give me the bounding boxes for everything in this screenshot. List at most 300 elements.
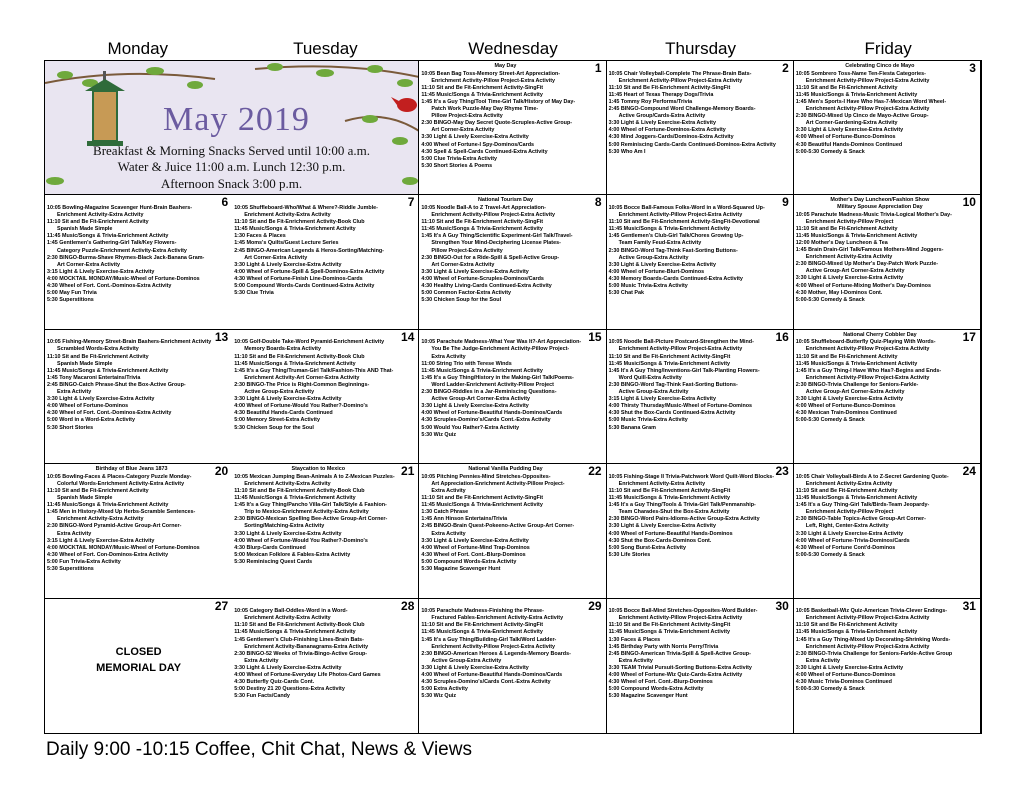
activity-entry: Enrichment Activity-Pillow Project-Extra Activity [805,615,930,622]
month-title: May 2019 [163,101,310,138]
activity-entry: 11:10 Sit and Be Fit-Enrichment Activity-SingFit [608,487,731,494]
activity-list [609,205,791,297]
activity-entry: 11:45 Music/Songs & Trivia-Enrichment Activity [608,495,731,502]
activity-entry: 4:00 Wheel of Fortune-Blurt-Dominos [608,268,705,275]
day-number: 10 [962,195,976,210]
weekday-wednesday: Wednesday [468,39,558,58]
activity-entry: 2:30 BINGO-Table Topics-Active Group-Art Corner- [795,516,926,523]
activity-entry: Enrichment Activity-Pillow Project [805,509,894,516]
activity-entry: 5:00-5:30 Comedy & Snack [795,296,865,303]
activity-list [796,608,978,693]
activity-entry: 10:05 Chair Volleyball-Complete The Phrase-Brain Bats- [608,70,752,77]
activity-list [47,339,230,431]
activity-entry: 11:45 Music/Songs & Trivia-Enrichment Activity [234,495,356,502]
day-number: 3 [969,61,976,75]
activity-entry: 2:30 BINGO-May Day Secret Quote-Scruples-Active Group- [421,120,573,127]
activity-entry: 2:30 BINGO-American Heroes & Legends-Memory Boards- [421,650,571,657]
day-cell-6 [45,195,232,329]
activity-entry: 10:05 Noodle Ball-Picture Postcard-Strengthen the Mind- [608,339,754,346]
activity-list [234,339,416,431]
activity-entry: 3:30 Light & Lively Exercise-Extra Activity [421,664,529,671]
activity-entry: 1:45 Moms's Quilts/Guest Lecture Series [234,240,339,247]
activity-entry: You Be The Judge-Enrichment Activity-Pillow Project- [431,346,570,353]
activity-entry: 4:30 Spell & Spell-Cards Continued-Extra Activity [421,148,548,155]
activity-entry: Enrichment Activity-Pillow Project-Extra Activity [805,346,930,353]
activity-entry: 5:30 Magazine Scavenger Hunt [608,693,688,700]
activity-entry: 4:00 Wheel of Fortune-Would You Rather?-Domino's [234,537,368,544]
activity-entry: 5:30 Who Am I [608,148,646,155]
activity-entry: 10:05 Parachute Madness-What Year Was It?-Art Appreciation- [421,339,582,346]
activity-entry: 3:30 Light & Lively Exercise-Extra Activity [608,261,716,268]
activity-entry: Art Corner-Extra Activity [431,261,495,268]
activity-entry: 11:45 Music/Songs & Trivia-Enrichment Activity [234,226,356,233]
day-number: 31 [962,598,976,613]
activity-entry: Extra Activity [244,657,279,664]
activity-entry: 4:00 Wheel of Fortune-Mind Trap-Dominos [421,544,530,551]
day-number: 2 [782,61,789,75]
activity-entry: 4:30 Wheel of Fort. Cont.-Dominos-Extra Activity [47,283,172,290]
day-number: 28 [401,598,415,613]
activity-entry: Extra Activity [57,530,92,537]
activity-entry: 4:00 Wheel of Fortune-Beautiful Hands-Dominos/Cards [421,672,563,679]
activity-entry: 3:30 Light & Lively Exercise-Extra Activity [795,396,904,403]
day-theme: National Tourism Day [477,197,533,204]
activity-entry: Enrichment Activity-Pillow Project-Extra Activity [431,643,556,650]
activity-entry: 3:30 Light & Lively Exercise-Extra Activity [795,664,904,671]
activity-entry: Colorful Words-Enrichment Activity-Extra Activity [57,480,185,487]
day-number: 1 [594,61,602,75]
activity-entry: 5:30 Wiz Quiz [421,431,457,438]
day-cell-24 [794,464,981,598]
activity-entry: 11:45 Music/Songs & Trivia-Enrichment Activity [47,367,169,374]
activity-entry: 5:30 Clue Trivia [234,290,274,297]
activity-entry: Enrichment Activity-Art Corner-Extra Activity [244,374,360,381]
activity-entry: 5:30 Banana Gram [608,424,656,431]
activity-entry: Enrichment Activity-Extra Activity [244,212,331,219]
activity-list [47,474,230,573]
activity-entry: 3:30 Light & Lively Exercise-Extra Activity [608,120,716,127]
day-number: 21 [401,464,415,479]
activity-entry: Team Family Feud-Extra Activity [618,240,702,247]
activity-entry: 1:45 Tommy Roy Performs/Trivia [608,98,693,105]
activity-list [796,339,978,424]
activity-entry: 3:30 Light & Lively Exercise-Extra Activity [234,261,342,268]
activity-entry: 10:05 Pitching Pennies-Mind Stretches-Opposites- [421,473,551,480]
activity-entry: Active Group-Art Corner-Extra Activity [805,389,905,396]
activity-entry: 4:30 Wheel of Fort. Con-Dominos-Extra Activity [47,551,169,558]
day-cell-13 [45,330,232,464]
activity-entry: 3:30 Light & Lively Exercise-Extra Activity [795,530,904,537]
activity-entry: 5:00 May Fun Trivia [47,290,97,297]
closed-notice [45,644,232,676]
day-number: 30 [775,598,789,613]
activity-list [47,205,230,304]
day-cell-10 [794,195,981,329]
activity-entry: 4:30 Mother, May I-Dominos Cont. [795,289,883,296]
activity-entry: 3:30 Light & Lively Exercise-Extra Activity [795,275,904,282]
activity-entry: 10:05 Shuffleboard-Butterfly Quiz-Playing With Words- [795,339,936,346]
activity-entry: 4:00 Wheel of Fortune-Dominos [47,403,129,410]
activity-entry: 5:00-5:30 Comedy & Snack [795,686,865,693]
activity-entry: 5:00 Mexican Folklore & Fables-Extra Activity [234,551,351,558]
activity-entry: 11:10 Sit and Be Fit-Enrichment Activity-SingFit [421,495,544,502]
activity-entry: Pillow Project-Extra Activity [431,113,503,120]
activity-entry: 2:30 BINGO-Out for a Ride-Spill & Spell-Active Group- [421,254,560,261]
day-theme: Celebrating Cinco de Mayo [845,63,915,69]
day-cell-9 [607,195,794,329]
day-cell-14 [232,330,419,464]
activity-entry: Category Puzzle-Enrichment Activity-Extra Activity [57,247,187,254]
activity-entry: 1:30 Faces & Places [608,636,661,643]
closed-line: MEMORIAL DAY [96,661,182,674]
activity-entry: 1:45 It's a Guy Thing/Tools & Trivia-Girl Talk/Penmanship- [608,502,756,509]
activity-entry: 4:30 Butterfly Quiz-Cards Cont. [234,679,315,686]
activity-entry: 5:30 Wiz Quiz [421,693,457,700]
activity-list [234,608,416,700]
activity-entry: 4:00 Wheel of Fortune-Bunco-Dominos [795,672,896,679]
activity-entry: 2:30 BINGO-52 Weeks of Trivia-Bingo-Active Group- [234,650,368,657]
activity-entry: 5:00 Would You Rather?-Extra Activity [421,424,520,431]
activity-entry: 4:00 Wheel of Fortune-Trivia-Dominos/Cards [795,537,910,544]
activity-entry: 10:05 Fishing-Stage II Trivia-Patchwork Word Quilt-Word Blocks- [608,473,775,480]
activity-entry: 11:45 Music/Songs & Trivia-Enrichment Activity [421,91,543,98]
activity-entry: 4:00 Wheel of Fortune-I Spy-Dominos/Cards [421,141,535,148]
day-number: 14 [401,329,415,344]
activity-entry: 3:30 Light & Lively Exercise-Extra Activity [608,523,716,530]
activity-entry: Art Corner-Extra Activity [431,127,495,134]
activity-entry: 11:45 Music/Songs & Trivia-Enrichment Activity [608,360,731,367]
activity-entry: 4:30 Shut the Box-Cards Continued-Extra Activity [608,410,736,417]
activity-entry: 1:30 Faces & Places [234,233,286,240]
activity-list [234,474,416,566]
breakfast-hours: Breakfast & Morning Snacks Served until 10:00 a.m. [93,143,370,158]
activity-entry: 11:10 Sit and Be Fit-Enrichment Activity-SingFit [608,84,731,91]
activity-entry: 2:30 BINGO-Trivia Challenge for Seniors-Farkle- [795,381,919,388]
activity-entry: 1:45 It's a Guy Thing/Pancho Villa-Girl Talk/Style & Fashion- [234,502,387,509]
activity-entry: 11:10 Sit and Be Fit-Enrichment Activity-SingFit [421,219,544,226]
activity-entry: Active Group-Extra Activity [431,657,502,664]
activity-entry: Enrichment Activity-Extra Activity [244,615,331,622]
activity-entry: 10:05 Bean Bag Toss-Memory Street-Art Appreciation- [421,70,561,77]
activity-entry: 10:05 Fishing-Memory Street-Brain Bashers-Enrichment Activity [47,339,212,346]
activity-entry: 10:05 Basketball-Wiz Quiz-American Trivia-Clever Endings- [795,608,948,615]
activity-entry: 4:30 Wheel of Fortune-Finish Line-Dominos-Cards [234,275,363,282]
day-theme [796,466,978,473]
activity-entry: 1:45 It's a Guy Thing-Mixed Up Decorating-Shrinking Words- [795,636,951,643]
activity-entry: 11:45 Music/Songs & Trivia-Enrichment Activity [421,367,543,374]
day-theme [421,601,603,608]
activity-entry: 3:30 Light & Lively Exercise-Extra Activity [421,134,529,141]
day-cell-3 [794,61,981,195]
day-cell-15 [419,330,606,464]
activity-entry: 3:30 Light & Lively Exercise-Extra Activity [421,268,529,275]
activity-entry: 2:30 BINGO-The Price is Right-Common Beginnings- [234,381,370,388]
day-cell-23 [607,464,794,598]
activity-entry: 2:45 BINGO-Brain Quest-Pokeeno-Active Group-Art Corner- [421,523,575,530]
activity-entry: 10:05 Chair Volleyball-Birds A to Z-Secret Gardening Quote- [795,473,949,480]
activity-entry: Active Group-Extra Activity [244,389,315,396]
day-number: 13 [214,329,229,344]
activity-entry: 4:00 Wheel of Fortune-Bunco-Dominos [795,134,896,141]
activity-entry: 11:10 Sit and Be Fit-Enrichment Activity [795,487,898,494]
activity-entry: Extra Activity [431,353,466,360]
activity-entry: 4:30 Shut the Box-Cards-Dominos Cont. [608,537,712,544]
month-banner [45,61,419,195]
activity-entry: 5:30 Superstitions [47,566,94,572]
activity-entry: 5:00 Music Trivia-Extra Activity [608,417,688,424]
day-theme [609,332,791,339]
activity-entry: Word Quill-Extra Activity [618,374,682,381]
activity-entry: 1:45 It's A Guy Thing/Inventions-Girl Talk-Planting Flowers- [608,367,760,374]
activity-entry: 4:00 Wheel of Fortune-Beautiful Hands-Dominos/Cards [421,410,563,417]
day-theme [421,332,603,339]
activity-entry: Enrichment Activity-Extra Activity [805,480,893,487]
day-theme [609,63,791,70]
activity-entry: 5:30 Short Stories [47,424,94,431]
activity-entry: 3:30 Light & Lively Exercise-Extra Activity [421,537,529,544]
activity-entry: 4:00 Wheel of Fortune-Scruples-Dominos/Cards [421,275,544,282]
activity-entry: 4:30 Mind Joggers-Cards/Dominos-Extra Activity [608,134,734,141]
activity-entry: Enrichment Activity-Pillow Project-Extra Activity [618,212,743,219]
activity-entry: 5:30 Superstitions [47,297,94,304]
activity-entry: 1:45 It's A Guy Thing/Scientific Experiment-Girl Talk/Travel- [421,233,573,240]
activity-entry: Enrichment Activity-Extra Activity [805,254,893,261]
weekday-monday: Monday [107,39,169,58]
activity-entry: 3:30 Light & Lively Exercise-Extra Activity [234,530,342,537]
activity-entry: 11:10 Sit and Be Fit-Enrichment Activity-SingFit-Devotional [608,219,760,226]
activity-entry: 4:30 Wheel of Fort. Cont.-Blurp-Dominos [421,551,526,558]
day-theme [796,601,978,608]
day-theme: May Day [494,63,517,69]
activity-list [421,205,603,304]
day-number: 27 [214,598,229,613]
activity-entry: 3:30 Light & Lively Exercise-Extra Activity [795,127,904,134]
activity-entry: Enrichment Activity-Pillow Project-Extra Activity [805,106,930,113]
activity-entry: 1:45 Gentlemen's Gathering-Girl Talk/Key Flowers- [47,240,177,247]
activity-entry: 11:45 Music/Songs & Trivia-Enrichment Activity [47,502,169,509]
day-theme [609,197,791,204]
activity-entry: 2:45 BINGO-American Legends & Heros-Sorting/Matching- [234,247,384,254]
activity-entry: 11:45 Music/Songs & Trivia-Enrichment Activity [608,629,731,636]
day-cell-1 [419,61,606,195]
activity-list [609,339,791,431]
activity-entry: Team Charades-Shut the Box-Extra Activity [618,509,730,516]
activity-entry: 5:00 Clue Trivia-Extra Activity [421,155,497,162]
day-cell-8 [419,195,606,329]
activity-entry: 4:00 Thirsty Thursday/Music-Wheel of Fortune-Dominos [608,403,753,410]
activity-entry: 3:30 TEAM Trivial Pursuit-Sorting Buttons-Extra Activity [608,664,752,671]
lunch-hours: Water & Juice 11:00 a.m. Lunch 12:30 p.m. [117,159,346,174]
activity-entry: 4:30 Wheel of Fort. Cont.-Blurp-Dominos [608,679,713,686]
day-theme [234,601,416,608]
activity-entry: Active Group-Extra Activity [618,254,689,261]
activity-entry: 4:00 Wheel of Fortune-Bunco-Dominos [795,403,896,410]
activity-entry: 4:00 MOCKTAIL MONDAY/Music-Wheel of Fortune-Dominos [47,275,200,282]
activity-entry: 11:10 Sit and Be Fit-Enrichment Activity [795,225,898,232]
day-theme: National Vanilla Pudding Day [468,466,543,473]
day-theme [609,601,791,608]
activity-entry: 10:05 Shuffleboard-Who/What & Where?-Riddle Jumble- [234,204,378,211]
activity-entry: 11:00 String Trio with Terese Winds [421,360,512,367]
activity-entry: 1:45 Gentlemen's Club-Finishing Lines-Brain Bats- [234,636,364,643]
activity-entry: 1:45 Brain Drain-Girl Talk/Famous Mothers-Mind Joggers- [795,247,944,254]
activity-entry: 11:45 Music/Songs & Trivia-Enrichment Activity [421,629,543,636]
activity-entry: Active Group-Art Corner-Extra Activity [431,396,531,403]
activity-entry: 11:45 Music/Songs & Trivia-Enrichment Activity [421,226,543,233]
activity-entry: 5:30 Fun Facts/Candy [234,693,290,700]
activity-entry: 1:45 Men in History-Mixed Up Herbs-Scramble Sentences- [47,509,196,516]
activity-entry: Left, Right, Center-Extra Activity [805,523,889,530]
activity-entry: 5:00 Compound Words-Extra Activity [421,558,517,565]
snack-hours: Afternoon Snack 3:00 p.m. [160,176,303,191]
day-theme [234,332,416,339]
activity-entry: 2:30 BINGO-Riddles in a Jar-Reminiscing Questions- [421,389,557,396]
day-number: 6 [221,195,229,210]
activity-entry: Strengthen Your Mind-Deciphering License Plates- [431,240,561,247]
weekday-friday: Friday [864,39,912,58]
day-number: 20 [214,464,229,479]
day-cell-17 [794,330,981,464]
day-theme: National Cherry Cobbler Day [843,331,917,338]
activity-entry: 10:05 Golf-Double Take-Word Pyramid-Enrichment Activity [234,339,385,346]
day-number: 29 [588,598,602,613]
activity-entry: 5:00 Destiny 21 20 Questions-Extra Activity [234,686,345,693]
activity-entry: 2:30 BINGO-Mexican Spelling Bee-Active Group-Art Corner- [234,516,388,523]
activity-entry: 11:45 Heart of Texas Therapy Dogs/Trivia [608,91,714,98]
activity-entry: 4:00 MOCKTAIL MONDAY/Music-Wheel of Fortune-Dominos [47,544,200,551]
activity-entry: 5:00 Reminiscing Cards-Cards Continued-Dominos-Extra Activity [608,141,776,148]
activity-entry: 10:05 Category Ball-Oddles-Word in a Word- [234,608,348,615]
activity-entry: Word Ladder-Enrichment Activity-Pillow Project [431,381,554,388]
activity-entry: 11:10 Sit and Be Fit-Enrichment Activity [795,84,898,91]
day-theme: Staycation to Mexico [291,466,346,473]
activity-entry: 5:00-5:30 Comedy & Snack [795,417,865,424]
activity-entry: 5:30 Reminiscing Quest Cards [234,558,313,565]
activity-entry: 11:45 Music/Songs & Trivia-Enrichment Activity [795,232,918,239]
activity-entry: 3:15 Light & Lively Exercise-Extra Activity [608,396,716,403]
activity-entry: 3:15 Light & Lively Exercise-Extra Activity [47,537,155,544]
activity-entry: Art Appreciation-Enrichment Activity-Pillow Project- [431,480,565,487]
activity-entry: Spanish Made Simple [57,226,113,233]
activity-list [796,71,978,156]
activity-entry: 5:00-5:30 Comedy & Snack [795,551,865,558]
activity-entry: 4:30 Memory Boards-Cards Continued-Extra Activity [608,275,743,282]
activity-entry: 4:00 Wheel of Fortune-Beautiful Hands-Dominos [608,530,733,537]
activity-entry: Enrichment Activity-Pillow Project-Extra Activity [805,374,930,381]
activity-entry: 4:30 Scruples-Domino's/Cards Cont.-Extra Activity [421,417,551,424]
activity-entry: 5:00 Music Trivia-Extra Activity [608,283,688,290]
activity-entry: 2:30 BINGO-Mixed Up Mother's Day-Patch Work Puzzle- [795,261,939,268]
activity-entry: Enrichment Activity-Pillow Project-Extra Activity [618,77,743,84]
activity-entry: 4:30 Wheel of Fortune Cont'd-Dominos [795,544,896,551]
activity-entry: 10:05 Mexican Jumping Bean-Animals A to Z-Mexican Puzzles- [234,473,395,480]
day-number: 16 [775,329,789,344]
activity-entry: 4:30 Mexican Train-Dominos Continued [795,410,897,417]
activity-entry: 5:00 Compound Words-Extra Activity [608,686,704,693]
activity-entry: 3:30 Light & Lively Exercise-Extra Activity [421,403,529,410]
activity-entry: 5:00 Compound Words-Cards Continued-Extra Activity [234,283,375,290]
activity-entry: 1:45 Men's Sports-I Have Who Has-7-Mexican Word Wheel- [795,98,947,105]
day-cell-16 [607,330,794,464]
activity-entry: 4:00 Wheel of Fortune-Would You Rather?-Domino's [234,403,368,410]
activity-entry: 1:45 It's a Guy Thing/Building-Girl Talk/Word Ladder- [421,636,557,643]
activity-entry: 1:30 Catch Phrase [421,509,469,516]
activity-entry: Trip to Mexico-Enrichment Activity-Extra Activity [244,509,369,516]
day-number: 17 [962,329,976,344]
day-theme: Mother's Day Luncheon/Fashion Show [830,197,930,204]
day-number: 9 [782,195,789,210]
day-theme [47,197,230,204]
activity-entry: 4:30 Healthy Living-Cards Continued-Extra Activity [421,283,552,290]
activity-list [234,205,416,297]
activity-entry: 5:00 Song Burst-Extra Activity [608,544,686,551]
activity-entry: Extra Activity [431,530,466,537]
activity-entry: 11:10 Sit and Be Fit-Enrichment Activity [795,353,898,360]
day-cell-30 [607,599,794,733]
activity-list [421,608,603,700]
activity-list [796,474,978,559]
activity-entry: 1:45 Ann Hinson Entertains/Trivia [421,516,508,523]
weekday-tuesday: Tuesday [293,39,358,58]
activity-entry: 11:10 Sit and Be Fit-Enrichment Activity-SingFit [421,84,544,91]
activity-entry: 5:30 Life Stories [608,551,651,558]
activity-entry: 11:10 Sit and Be Fit-Enrichment Activity-SingFit [608,622,731,629]
activity-entry: 4:30 Scruples-Domino's/Cards Cont.-Extra Activity [421,679,551,686]
activity-list [609,608,791,700]
day-theme [234,197,416,204]
activity-entry: 11:10 Sit and Be Fit-Enrichment Activity-Book Club [234,487,365,494]
activity-entry: 1:45 Tony Macaroni Entertains/Trivia [47,374,141,381]
activity-entry: Extra Activity [57,389,92,396]
activity-entry: 10:05 Bocce Ball-Mind Stretches-Opposites-Word Builder- [608,608,758,615]
day-number: 24 [962,464,976,479]
day-theme-secondary: Military Spouse Appreciation Day [837,203,923,210]
activity-list [421,71,603,170]
closed-line: CLOSED [115,645,162,658]
activity-entry: 2:30 BINGO-Trivia Challenge for Seniors-Farkle-Active Group [795,650,953,657]
activity-entry: 11:10 Sit and Be Fit-Enrichment Activity-SingFit [608,353,731,360]
activity-entry: 2:30 BINGO-Word Pairs-Idioms-Active Group-Extra Activity [608,516,760,523]
activity-entry: 11:10 Sit and Be Fit-Enrichment Activity-Book Club [234,353,365,360]
day-cell-28 [232,599,419,733]
activity-entry: Enrichment Activity-Bananagrams-Extra Activity [244,643,369,650]
activity-entry: 10:05 Bocce Ball-Famous Folks-Word in a Word-Squared Up- [608,204,765,211]
activity-entry: Extra Activity [805,657,841,664]
activity-entry: 10:05 Bowling-Faces & Places-Category Puzzle Monday- [47,473,192,480]
activity-entry: Enrichment Activity-Pillow Project [805,218,894,225]
activity-entry: 3:30 Light & Lively Exercise-Extra Activity [234,396,342,403]
activity-entry: Fractured Fables-Enrichment Activity-Extra Activity [431,615,564,622]
activity-entry: 5:30 Short Stories & Poems [421,162,493,169]
activity-entry: 11:10 Sit and Be Fit-Enrichment Activity [47,487,149,494]
activity-entry: 2:45 BINGO-American Trivia-Spill & Spell-Active Group- [608,650,751,657]
activity-entry: 2:45 BINGO-Catch Phrase-Shut the Box-Active Group- [47,381,186,388]
activity-entry: 1:45 It's a Guy Thing-I Have Who Has?-Begins and Ends- [795,367,942,374]
day-cell-27 [45,599,232,733]
day-cell-29 [419,599,606,733]
activity-entry: 3:30 Light & Lively Exercise-Extra Activity [47,396,155,403]
activity-entry: Scrambled Words-Extra Activity [57,346,139,353]
day-cell-2 [607,61,794,195]
activity-entry: 3:30 Light & Lively Exercise-Extra Activity [234,664,342,671]
activity-entry: 4:30 Music Trivia-Dominos Continued [795,679,892,686]
day-number: 15 [588,329,602,344]
activity-entry: Enrichment Activity-Pillow Project-Extra Activity [805,77,930,84]
activity-entry: 5:30 Chat Pak [608,290,644,297]
activity-entry: Art Corner-Extra Activity [244,254,308,261]
activity-entry: Pillow Project-Extra Activity [431,247,503,254]
activity-entry: 1:45 It's a Guy Thing/Tool Time-Girl Talk/History of May Day- [421,98,576,105]
